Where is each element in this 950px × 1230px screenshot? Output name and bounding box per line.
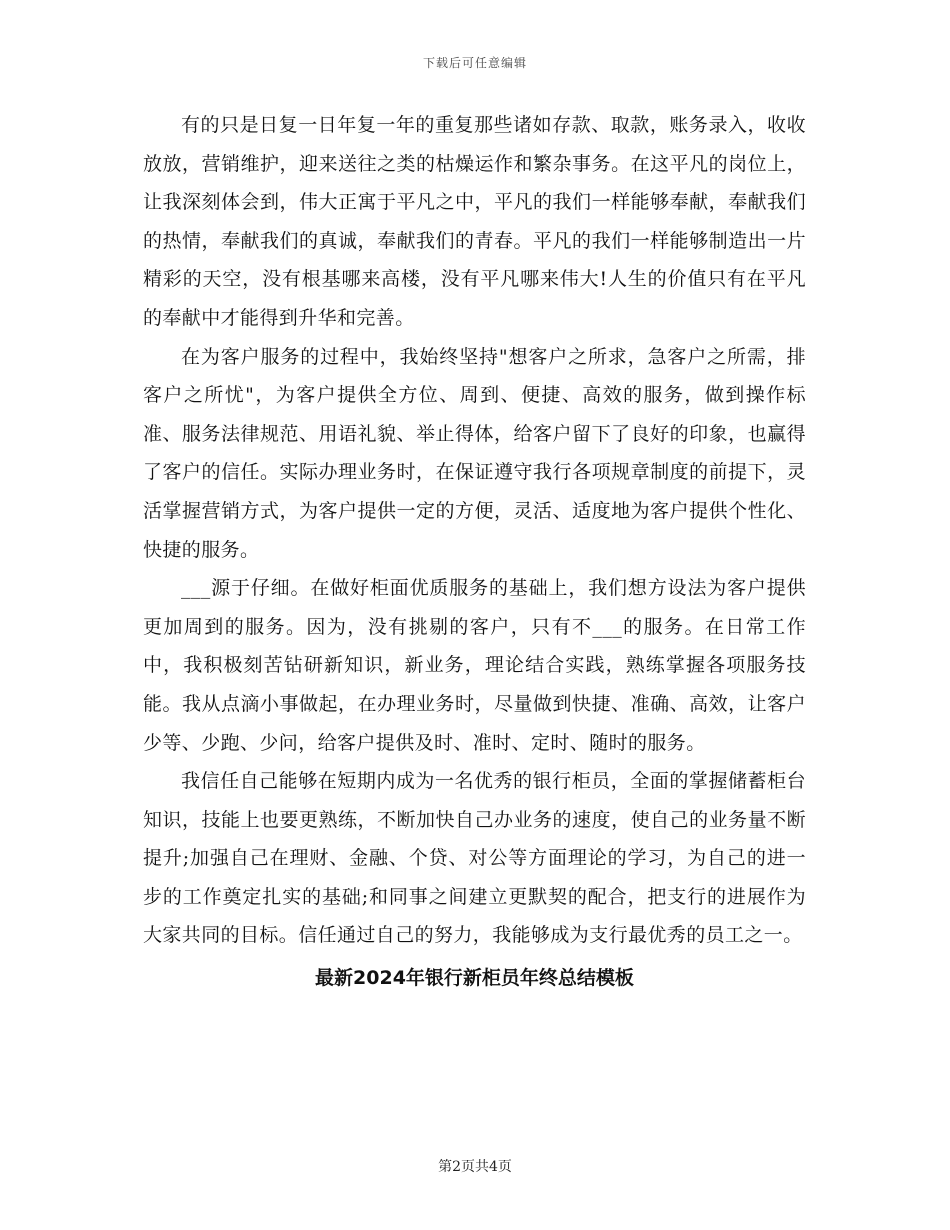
paragraph-4: 我信任自己能够在短期内成为一名优秀的银行柜员，全面的掌握储蓄柜台知识，技能上也要更熟练，不断加快自己办业务的速度，使自己的业务量不断提升;加强自己在理财、金融、个贷、对公等方面理论的学习，为自己的进一步的工作奠定扎实的基础;和同事之间建立更默契的配合，把支行的进展作为大家共同的目标。信任通过自己的努力，我能够成为支行最优秀的员工之一。	[143, 770, 806, 947]
paragraph-2: 在为客户服务的过程中，我始终坚持"想客户之所求，急客户之所需，排客户之所忧"，为客户提供全方位、周到、便捷、高效的服务，做到操作标准、服务法律规范、用语礼貌、举止得体，给客户留下了良好的印象，也赢得了客户的信任。实际办理业务时，在保证遵守我行各项规章制度的前提下，灵活掌握营销方式，为客户提供一定的方便，灵活、适度地为客户提供个性化、快捷的服务。	[143, 345, 806, 561]
paragraph-1: 有的只是日复一日年复一年的重复那些诸如存款、取款，账务录入，收收放放，营销维护，迎来送往之类的枯燥运作和繁杂事务。在这平凡的岗位上，让我深刻体会到，伟大正寓于平凡之中，平凡的我们一样能够奉献，奉献我们的热情，奉献我们的真诚，奉献我们的青春。平凡的我们一样能够制造出一片精彩的天空，没有根基哪来高楼，没有平凡哪来伟大!人生的价值只有在平凡的奉献中才能得到升华和完善。	[143, 114, 806, 329]
header-note: 下载后可任意编辑	[422, 56, 527, 70]
paragraph-3: ___源于仔细。在做好柜面优质服务的基础上，我们想方设法为客户提供更加周到的服务。因为，没有挑剔的客户，只有不___的服务。在日常工作中，我积极刻苦钻研新知识，新业务，理论结合实践，熟练掌握各项服务技能。我从点滴小事做起，在办理业务时，尽量做到快捷、准确、高效，让客户少等、少跑、少问，给客户提供及时、准时、定时、随时的服务。	[143, 577, 806, 754]
document-body	[143, 106, 806, 997]
page-footer: 第2页共4页	[438, 1159, 512, 1175]
section-heading: 最新2024年银行新柜员年终总结模板	[315, 967, 634, 990]
